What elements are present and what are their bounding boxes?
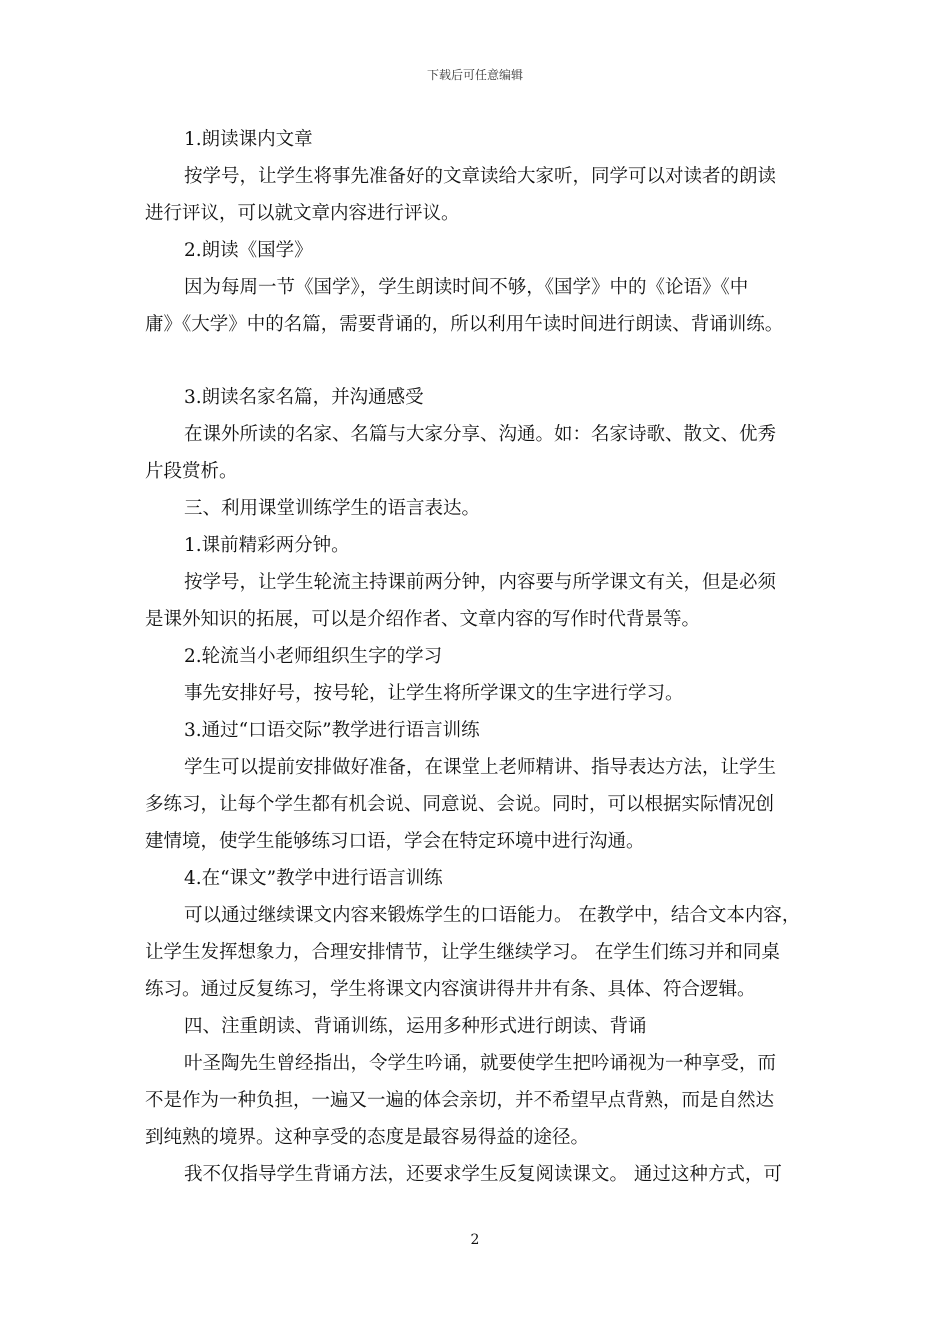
paragraph-line: 多练习，让每个学生都有机会说、同意说、会说。同时，可以根据实际情况创 — [145, 794, 775, 815]
paragraph-line: 到纯熟的境界。这种享受的态度是最容易得益的途径。 — [145, 1127, 590, 1148]
heading-line: 2.轮流当小老师组织生字的学习 — [184, 646, 443, 667]
heading-line: 3.朗读名家名篇，并沟通感受 — [184, 387, 424, 408]
page-number: 2 — [470, 1232, 480, 1248]
heading-line: 4.在“课文”教学中进行语言训练 — [184, 868, 443, 889]
heading-line: 2.朗读《国学》 — [184, 240, 313, 261]
paragraph-line: 片段赏析。 — [145, 461, 238, 482]
paragraph-line: 事先安排好号，按号轮，让学生将所学课文的生字进行学习。 — [184, 683, 684, 704]
paragraph-line: 建情境，使学生能够练习口语，学会在特定环境中进行沟通。 — [145, 831, 645, 852]
paragraph-line: 学生可以提前安排做好准备，在课堂上老师精讲、指导表达方法，让学生 — [184, 757, 777, 778]
paragraph-line: 让学生发挥想象力，合理安排情节，让学生继续学习。 在学生们练习并和同桌 — [145, 942, 780, 963]
section-heading: 三、利用课堂训练学生的语言表达。 — [184, 498, 481, 519]
paragraph-line: 按学号，让学生将事先准备好的文章读给大家听，同学可以对读者的朗读 — [184, 166, 777, 187]
section-heading: 四、注重朗读、背诵训练，运用多种形式进行朗读、背诵 — [184, 1016, 647, 1037]
heading-line: 1.朗读课内文章 — [184, 129, 313, 150]
heading-line: 3.通过“口语交际”教学进行语言训练 — [184, 720, 480, 741]
paragraph-line: 因为每周一节《国学》，学生朗读时间不够，《国学》中的《论语》《中 — [184, 277, 749, 298]
page-header: 下载后可任意编辑 — [426, 68, 523, 82]
paragraph-line: 庸》《大学》中的名篇，需要背诵的，所以利用午读时间进行朗读、背诵训练。 — [145, 314, 784, 335]
paragraph-line: 我不仅指导学生背诵方法，还要求学生反复阅读课文。 通过这种方式，可 — [184, 1164, 782, 1185]
heading-line: 1.课前精彩两分钟。 — [184, 535, 350, 556]
paragraph-line: 是课外知识的拓展，可以是介绍作者、文章内容的写作时代背景等。 — [145, 609, 701, 630]
paragraph-line: 练习。通过反复练习，学生将课文内容演讲得井井有条、具体、符合逻辑。 — [145, 979, 756, 1000]
paragraph-line: 不是作为一种负担，一遍又一遍的体会亲切，并不希望早点背熟，而是自然达 — [145, 1090, 775, 1111]
paragraph-line: 在课外所读的名家、名篇与大家分享、沟通。如：名家诗歌、散文、优秀 — [184, 424, 777, 445]
paragraph-line: 叶圣陶先生曾经指出，令学生吟诵，就要使学生把吟诵视为一种享受，而 — [184, 1053, 777, 1074]
paragraph-line: 按学号，让学生轮流主持课前两分钟，内容要与所学课文有关，但是必须 — [184, 572, 777, 593]
paragraph-line: 进行评议，可以就文章内容进行评议。 — [145, 203, 460, 224]
paragraph-line: 可以通过继续课文内容来锻炼学生的口语能力。 在教学中，结合文本内容， — [184, 905, 801, 926]
